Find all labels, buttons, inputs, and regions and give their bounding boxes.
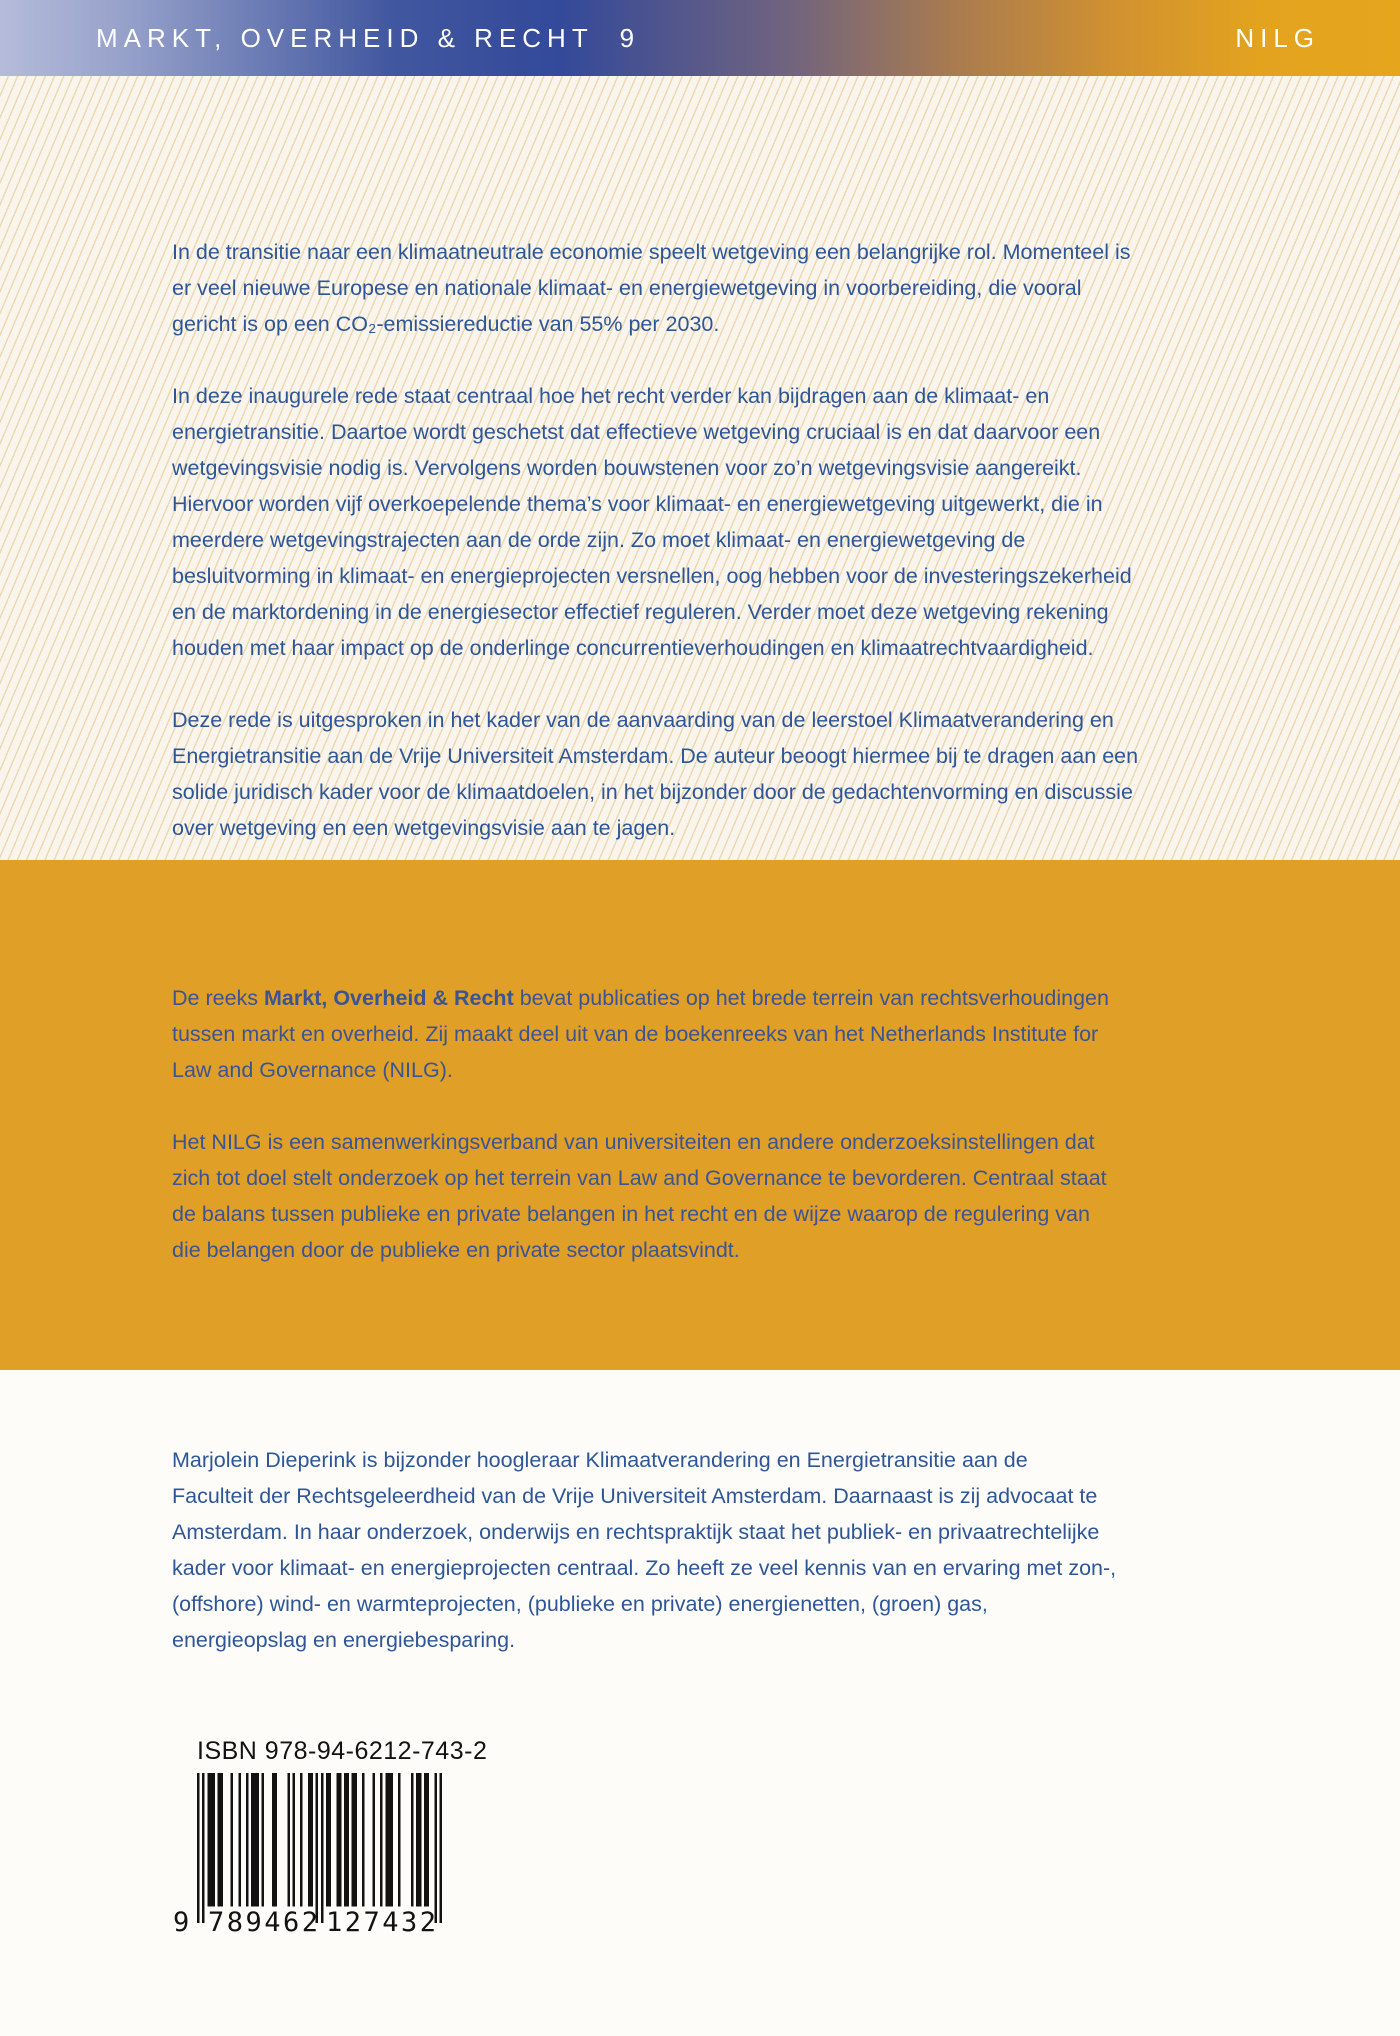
text-line: kader voor klimaat- en energieprojecten centraal. Zo heeft ze veel kennis van en ervaring met zon-,: [172, 1556, 1117, 1580]
author-bio-paragraph: [172, 1442, 1400, 1658]
text-line: gericht is op een CO₂-emissiereductie van 55% per 2030.: [172, 312, 720, 336]
text-line: Law and Governance (NILG).: [172, 1058, 453, 1082]
text-line: Het NILG is een samenwerkingsverband van universiteiten en andere onderzoeksinstellingen dat: [172, 1130, 1095, 1154]
text-line: meerdere wetgevingstrajecten aan de orde zijn. Zo moet klimaat- en energiewetgeving de: [172, 528, 1026, 552]
ean13-barcode: [173, 1773, 442, 1945]
text-line: Hiervoor worden vijf overkoepelende thema’s voor klimaat- en energiewetgeving uitgewerkt, die in: [172, 492, 1103, 516]
series-info-band: [0, 860, 1400, 1370]
text-line: energietransitie. Daartoe wordt geschetst dat effectieve wetgeving cruciaal is en dat daarvoor een: [172, 420, 1101, 444]
barcode-svg: [197, 1773, 442, 1923]
synopsis-paragraph-3: [172, 702, 1400, 846]
synopsis-paragraph-1: [172, 234, 1400, 342]
text-line: tussen markt en overheid. Zij maakt deel uit van de boekenreeks van het Netherlands Institute for: [172, 1022, 1099, 1046]
synopsis-paragraph-2: [172, 378, 1400, 666]
text-line: er veel nieuwe Europese en nationale klimaat- en energiewetgeving in voorbereiding, die vooral: [172, 276, 1082, 300]
text-line: wetgevingsvisie nodig is. Vervolgens worden bouwstenen voor zo’n wetgevingsvisie aangereikt.: [172, 456, 1082, 480]
series-title: MARKT, OVERHEID & RECHT 9: [96, 22, 641, 53]
nilg-logo: NILG: [1235, 22, 1320, 53]
barcode-digit-first: 9: [173, 1907, 192, 1938]
text-line: besluitvorming in klimaat- en energieprojecten versnellen, oog hebben voor de investeringszekerheid: [172, 564, 1132, 588]
text-line: Amsterdam. In haar onderzoek, onderwijs en rechtspraktijk staat het publiek- en privaatrechtelijke: [172, 1520, 1100, 1544]
barcode-digits-left: 789462: [208, 1907, 321, 1938]
text-line: (offshore) wind- en warmteprojecten, (publieke en private) energienetten, (groen) gas,: [172, 1592, 988, 1616]
isbn-label: ISBN 978-94-6212-743-2: [197, 1737, 488, 1765]
barcode-digits-right: 127432: [326, 1907, 439, 1938]
isbn-block: [173, 1736, 1400, 1945]
text-line: Deze rede is uitgesproken in het kader van de aanvaarding van de leerstoel Klimaatverandering en: [172, 708, 1114, 732]
series-info-rest: bevat publicaties op het brede terrein van rechtsverhoudingen: [513, 986, 1109, 1010]
series-info-prefix: De reeks: [172, 986, 265, 1010]
text-line: solide juridisch kader voor de klimaatdoelen, in het bijzonder door de gedachtenvorming en discussie: [172, 780, 1133, 804]
text-line: In deze inaugurele rede staat centraal hoe het recht verder kan bijdragen aan de klimaat- en: [172, 384, 1050, 408]
text-line: Faculteit der Rechtsgeleerdheid van de Vrije Universiteit Amsterdam. Daarnaast is zij advocaat te: [172, 1484, 1098, 1508]
author-bio-section: [0, 1370, 1400, 2036]
text-line: de balans tussen publieke en private belangen in het recht en de wijze waarop de regulering van: [172, 1202, 1090, 1226]
text-line: houden met haar impact op de onderlinge concurrentieverhoudingen en klimaatrechtvaardigheid.: [172, 636, 1094, 660]
text-line: energieopslag en energiebesparing.: [172, 1628, 516, 1652]
series-name-bold: Markt, Overheid & Recht: [264, 986, 514, 1010]
text-line: [172, 980, 1400, 1016]
text-line: en de marktordening in de energiesector effectief reguleren. Verder moet deze wetgeving rekening: [172, 600, 1109, 624]
text-line: Marjolein Dieperink is bijzonder hoogleraar Klimaatverandering en Energietransitie aan de: [172, 1448, 1028, 1472]
series-info-paragraph-1: [172, 980, 1400, 1088]
text-line: In de transitie naar een klimaatneutrale economie speelt wetgeving een belangrijke rol. Momenteel is: [172, 240, 1131, 264]
text-line: die belangen door de publieke en private sector plaatsvindt.: [172, 1238, 740, 1262]
text-line: zich tot doel stelt onderzoek op het terrein van Law and Governance te bevorderen. Centraal staat: [172, 1166, 1107, 1190]
text-line: Energietransitie aan de Vrije Universiteit Amsterdam. De auteur beoogt hiermee bij te dragen aan een: [172, 744, 1139, 768]
text-line: over wetgeving en een wetgevingsvisie aan te jagen.: [172, 816, 676, 840]
series-header-bar: [0, 0, 1400, 76]
series-info-paragraph-2: [172, 1124, 1400, 1268]
synopsis-section: [0, 76, 1400, 860]
